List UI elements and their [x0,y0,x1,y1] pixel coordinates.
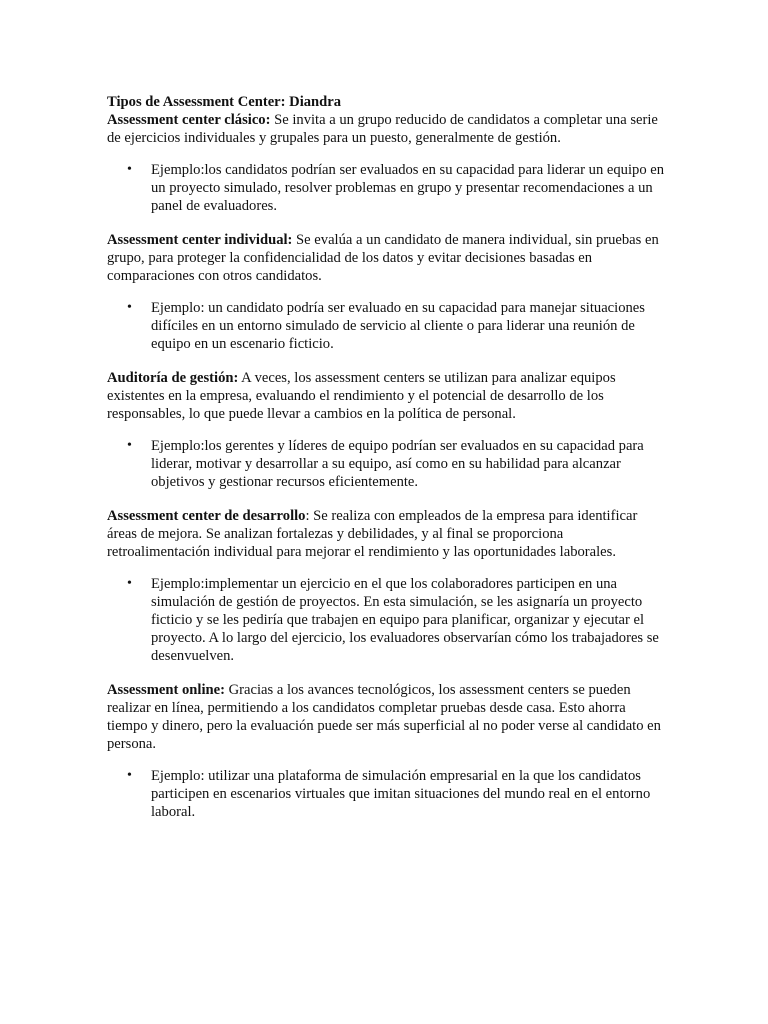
example-text: Ejemplo: utilizar una plataforma de simulación empresarial en la que los candidatos participen en escenarios virtuales que imitan situaciones del mundo real en el entorno laboral. [151,768,651,820]
example-list [107,161,667,215]
example-text: Ejemplo: un candidato podría ser evaluado en su capacidad para manejar situaciones difíciles en un entorno simulado de servicio al cliente o para liderar una reunión de equipo en un escenario ficticio. [151,300,645,352]
section-paragraph [107,507,667,561]
example-text: Ejemplo:implementar un ejercicio en el que los colaboradores participen en una simulación de gestión de proyectos. En esta simulación, se les asignaría un proyecto ficticio y se les pediría que trabajen en equipo para planificar, organizar y ejecutar el proyecto. A lo largo del ejercicio, los evaluadores observarían cómo los trabajadores se desenvuelven. [151,576,659,664]
section-paragraph [107,681,667,753]
section-heading: Assessment center clásico: [107,112,271,128]
example-item [107,767,667,821]
example-text: Ejemplo:los gerentes y líderes de equipo podrían ser evaluados en su capacidad para liderar, motivar y desarrollar a su equipo, así como en su habilidad para alcanzar objetivos y gestionar recursos eficientemente. [151,438,644,490]
example-item [107,437,667,491]
section-text: Gracias a los avances tecnológicos, los assessment centers se pueden realizar en línea, permitiendo a los candidatos completar pruebas desde casa. Esto ahorra tiempo y dinero, pero la evaluación puede ser más superficial al no poder verse al candidato en persona. [107,682,661,752]
bullet-icon: • [127,438,132,453]
section-heading: Auditoría de gestión: [107,370,239,386]
bullet-icon: • [127,768,132,783]
example-list [107,437,667,491]
section-paragraph [107,231,667,285]
example-list [107,299,667,353]
section-text: Se evalúa a un candidato de manera individual, sin pruebas en grupo, para proteger la confidencialidad de los datos y evitar decisiones basadas en comparaciones con otros candidatos. [107,232,659,284]
section-text: A veces, los assessment centers se utilizan para analizar equipos existentes en la empresa, evaluando el rendimiento y el potencial de desarrollo de los responsables, lo que puede llevar a cambios en la política de personal. [107,370,616,422]
example-item [107,299,667,353]
bullet-icon: • [127,576,132,591]
document-title: Tipos de Assessment Center: Diandra [107,94,342,110]
section-paragraph [107,111,667,147]
section-heading: Assessment center individual: [107,232,293,248]
section-heading: Assessment center de desarrollo [107,508,306,524]
bullet-icon: • [127,300,132,315]
section-text: Se invita a un grupo reducido de candidatos a completar una serie de ejercicios individuales y grupales para un puesto, generalmente de gestión. [107,112,658,146]
example-item [107,575,667,665]
example-text: Ejemplo:los candidatos podrían ser evaluados en su capacidad para liderar un equipo en un proyecto simulado, resolver problemas en grupo y presentar recomendaciones a un panel de evaluadores. [151,162,665,214]
document-page [107,93,667,821]
bullet-icon: • [127,162,132,177]
example-item [107,161,667,215]
example-list [107,767,667,821]
section-paragraph [107,369,667,423]
section-heading: Assessment online: [107,682,225,698]
example-list [107,575,667,665]
section-text: : Se realiza con empleados de la empresa para identificar áreas de mejora. Se analizan fortalezas y debilidades, y al final se proporciona retroalimentación individual para mejorar el rendimiento y las oportunidades laborales. [107,508,638,560]
